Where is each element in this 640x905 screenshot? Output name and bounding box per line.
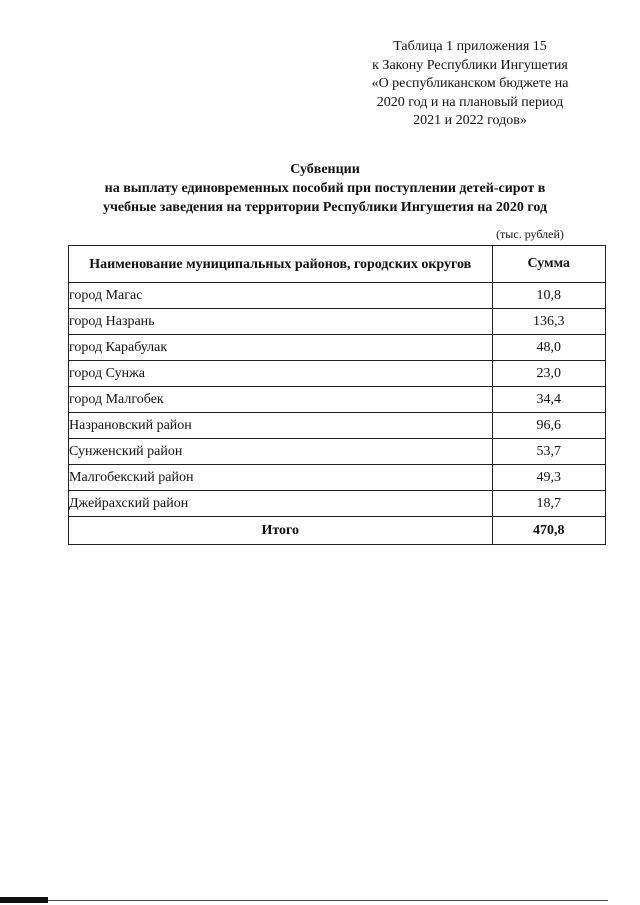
row-value: 48,0: [492, 335, 605, 361]
scan-edge-mark: [0, 897, 48, 903]
row-name: город Карабулак: [69, 335, 493, 361]
document-title: [60, 160, 590, 217]
appendix-line: 2021 и 2022 годов»: [413, 113, 527, 128]
row-name: город Магас: [69, 283, 493, 309]
table-row: [69, 387, 606, 413]
table-row: [69, 335, 606, 361]
row-name: город Сунжа: [69, 361, 493, 387]
table-header-row: [69, 246, 606, 283]
appendix-reference: [352, 38, 588, 131]
row-value: 23,0: [492, 361, 605, 387]
total-label: Итого: [69, 517, 493, 545]
row-value: 18,7: [492, 491, 605, 517]
appendix-line: к Закону Республики Ингушетия: [372, 57, 568, 73]
row-name: город Назрань: [69, 309, 493, 335]
row-name: Сунженский район: [69, 439, 493, 465]
appendix-line: 2020 год и на плановый период: [376, 94, 564, 110]
table-row: [69, 309, 606, 335]
row-value: 34,4: [492, 387, 605, 413]
unit-note: (тыс. рублей): [496, 227, 564, 241]
table-total-row: [69, 517, 606, 545]
row-value: 136,3: [492, 309, 605, 335]
row-value: 96,6: [492, 413, 605, 439]
row-name: Джейрахский район: [69, 491, 493, 517]
title-line: учебные заведения на территории Республики Ингушетия на 2020 год: [102, 200, 548, 215]
table-row: [69, 413, 606, 439]
table-row: [69, 439, 606, 465]
column-header-sum: Сумма: [492, 246, 605, 283]
row-value: 10,8: [492, 283, 605, 309]
title-line: на выплату единовременных пособий при поступлении детей-сирот в: [104, 181, 546, 196]
row-name: город Малгобек: [69, 387, 493, 413]
subsidy-table: [68, 245, 606, 545]
title-line: Субвенции: [290, 162, 360, 177]
row-value: 49,3: [492, 465, 605, 491]
appendix-line: Таблица 1 приложения 15: [393, 39, 547, 54]
table-row: [69, 361, 606, 387]
table-row: [69, 283, 606, 309]
row-value: 53,7: [492, 439, 605, 465]
total-value: 470,8: [492, 517, 605, 545]
row-name: Назрановский район: [69, 413, 493, 439]
column-header-name: Наименование муниципальных районов, городских округов: [69, 246, 493, 283]
row-name: Малгобекский район: [69, 465, 493, 491]
table-row: [69, 491, 606, 517]
table-row: [69, 465, 606, 491]
appendix-line: «О республиканском бюджете на: [371, 76, 569, 91]
scan-edge-line: [48, 900, 608, 901]
